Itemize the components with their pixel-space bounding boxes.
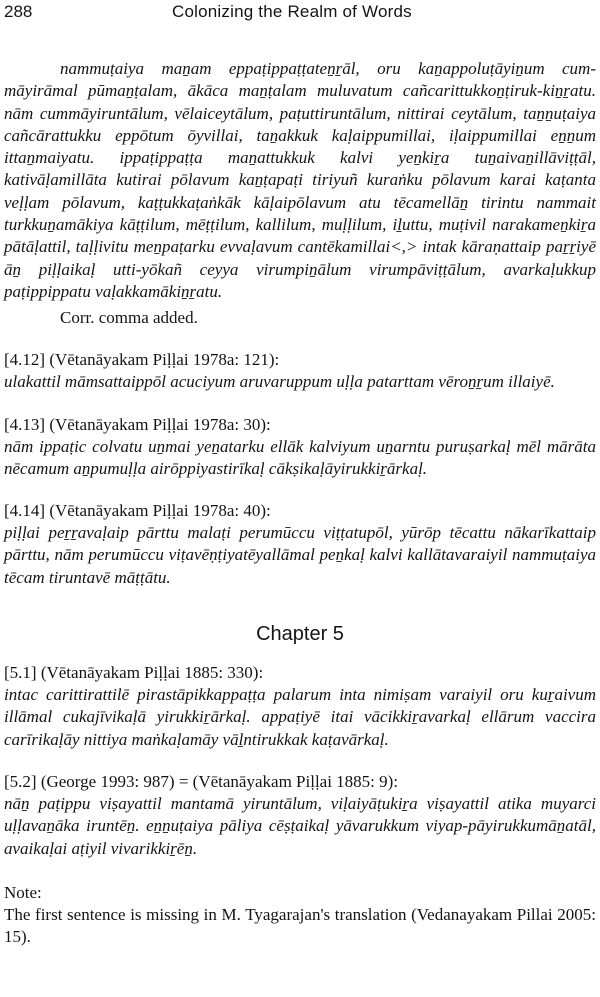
page-header xyxy=(4,2,594,26)
entry-text: ulakattil māmsattaippōl acuciyum aruvaruppum uḷḷa patarttam vēroṉṟum illaiyē. xyxy=(4,372,555,392)
entry-text: intac carittirattilē pirastāpikkappaṭṭa palarum inta nimiṣam varaiyil oru kuṟaivum illāmal cukajīvikaḷā yirukkiṟārkaḷ. appaṭiyē itai vācikkiṟavarkaḷ ellārum vaccira carīrikaḷāy nittiya maṅkaḷamāy vāḻntirukkak kaṭavārkaḷ. xyxy=(4,685,596,749)
entry-5-2 xyxy=(4,771,596,860)
entry-4-14 xyxy=(4,500,596,589)
quote-4-11-text: nammuṭaiya maṉam eppaṭippaṭṭateṉṟāl, oru kaṉappoluṭāyiṉum cum-māyirāmal pūmaṉṭalam, ākāca maṉṭalam muluvatum cañcarittukkoṉṭiruk-kiṉṟatu. nām cummāyiruntālum, vēlaiceytālum, paṭuttiruntālum, nittirai ceytālum, taṉṉuṭaiya cañcārattukku eppōtum ōyvillai, taṉakkuk kaḷaippumillai, iḷaippumillai eṉṉum ittaṉmaiyatu. ippaṭippaṭṭa maṉattukkuk kalvi yeṉkiṟa tuṉaivaṉillāviṭṭāl, kativāḷamillāta kutirai pōlavum kaṉṭapaṭi tiriyuñ kuraṅku pōlavum karai kaṭanta veḷḷam pōlavum, kaṭṭukkaṭaṅkāk kāḷaipōlavum atu tēcamellāṉ tirintu nammait turkkuṉamākiya kāṭṭilum, mēṭṭilum, kallilum, muḷḷilum, iḻuttu, muṭivil narakameṉkiṟa pātāḷattil, taḷḷivitu meṉpaṭarku evvaḷavum cantēkamillai<,> intak kāraṇattaip paṟṟiyē āṉ piḷḷaikaḷ utti-yōkañ ceyya virumpiṉālum virumpāviṭṭālum, avarkaḷukkup paṭippippatu vaḷakkamākiṉṟatu. xyxy=(4,59,596,301)
entry-label: [4.14] (Vētanāyakam Piḷḷai 1978a: 40): xyxy=(4,501,271,521)
chapter-heading: Chapter 5 xyxy=(256,623,344,646)
entry-text: nāṉ paṭippu viṣayattil mantamā yiruntālum, viḷaiyāṭukiṟa viṣayattil atika muyarci uḷḷavaṉāka iruntēṉ. eṉṉuṭaiya pāliya cēṣṭaikaḷ yāvarukkum viyap-pāyirukkumāṉatāl, avaikaḷai aṭiyil vivarikkiṟēṉ. xyxy=(4,793,596,858)
entry-4-12 xyxy=(4,349,596,393)
entry-5-1 xyxy=(4,662,596,751)
running-title: Colonizing the Realm of Words xyxy=(172,2,412,21)
page-body xyxy=(4,58,596,948)
correction-note: Corr. comma added. xyxy=(60,308,198,328)
entry-4-13 xyxy=(4,414,596,481)
entry-text: piḷḷai peṟṟavaḷaip pārttu malaṭi perumūccu viṭṭatupōl, yūrōp tēcattu nākarīkattaip pārttu, nām perumūccu viṭavēṇṭiyatēyallāmal peṉkaḷ kalvi kallātavaraiyil nammuṭaiya tēcam tiruntavē māṭṭātu. xyxy=(4,523,596,587)
entry-label: [4.12] (Vētanāyakam Piḷḷai 1978a: 121): xyxy=(4,350,280,370)
entry-label: [5.2] (George 1993: 987) = (Vētanāyakam Piḷḷai 1885: 9): xyxy=(4,771,399,791)
entry-label: [4.13] (Vētanāyakam Piḷḷai 1978a: 30): xyxy=(4,414,271,434)
page-number: 288 xyxy=(4,2,33,21)
note-body: The first sentence is missing in M. Tyagarajan's translation (Vedanayakam Pillai 2005: 15). xyxy=(4,904,596,946)
entry-label: [5.1] (Vētanāyakam Piḷḷai 1885: 330): xyxy=(4,663,264,683)
note-heading: Note: xyxy=(4,882,42,902)
entry-text: nām ippaṭic colvatu uṉmai yeṉatarku ellāk kalviyum uṉarntu puruṣarkaḷ mēl mārāta nēcamum aṉpumuḷḷa airōppiyastirīkaḷ cākṣikaḷāyirukkiṟārkaḷ. xyxy=(4,436,596,478)
